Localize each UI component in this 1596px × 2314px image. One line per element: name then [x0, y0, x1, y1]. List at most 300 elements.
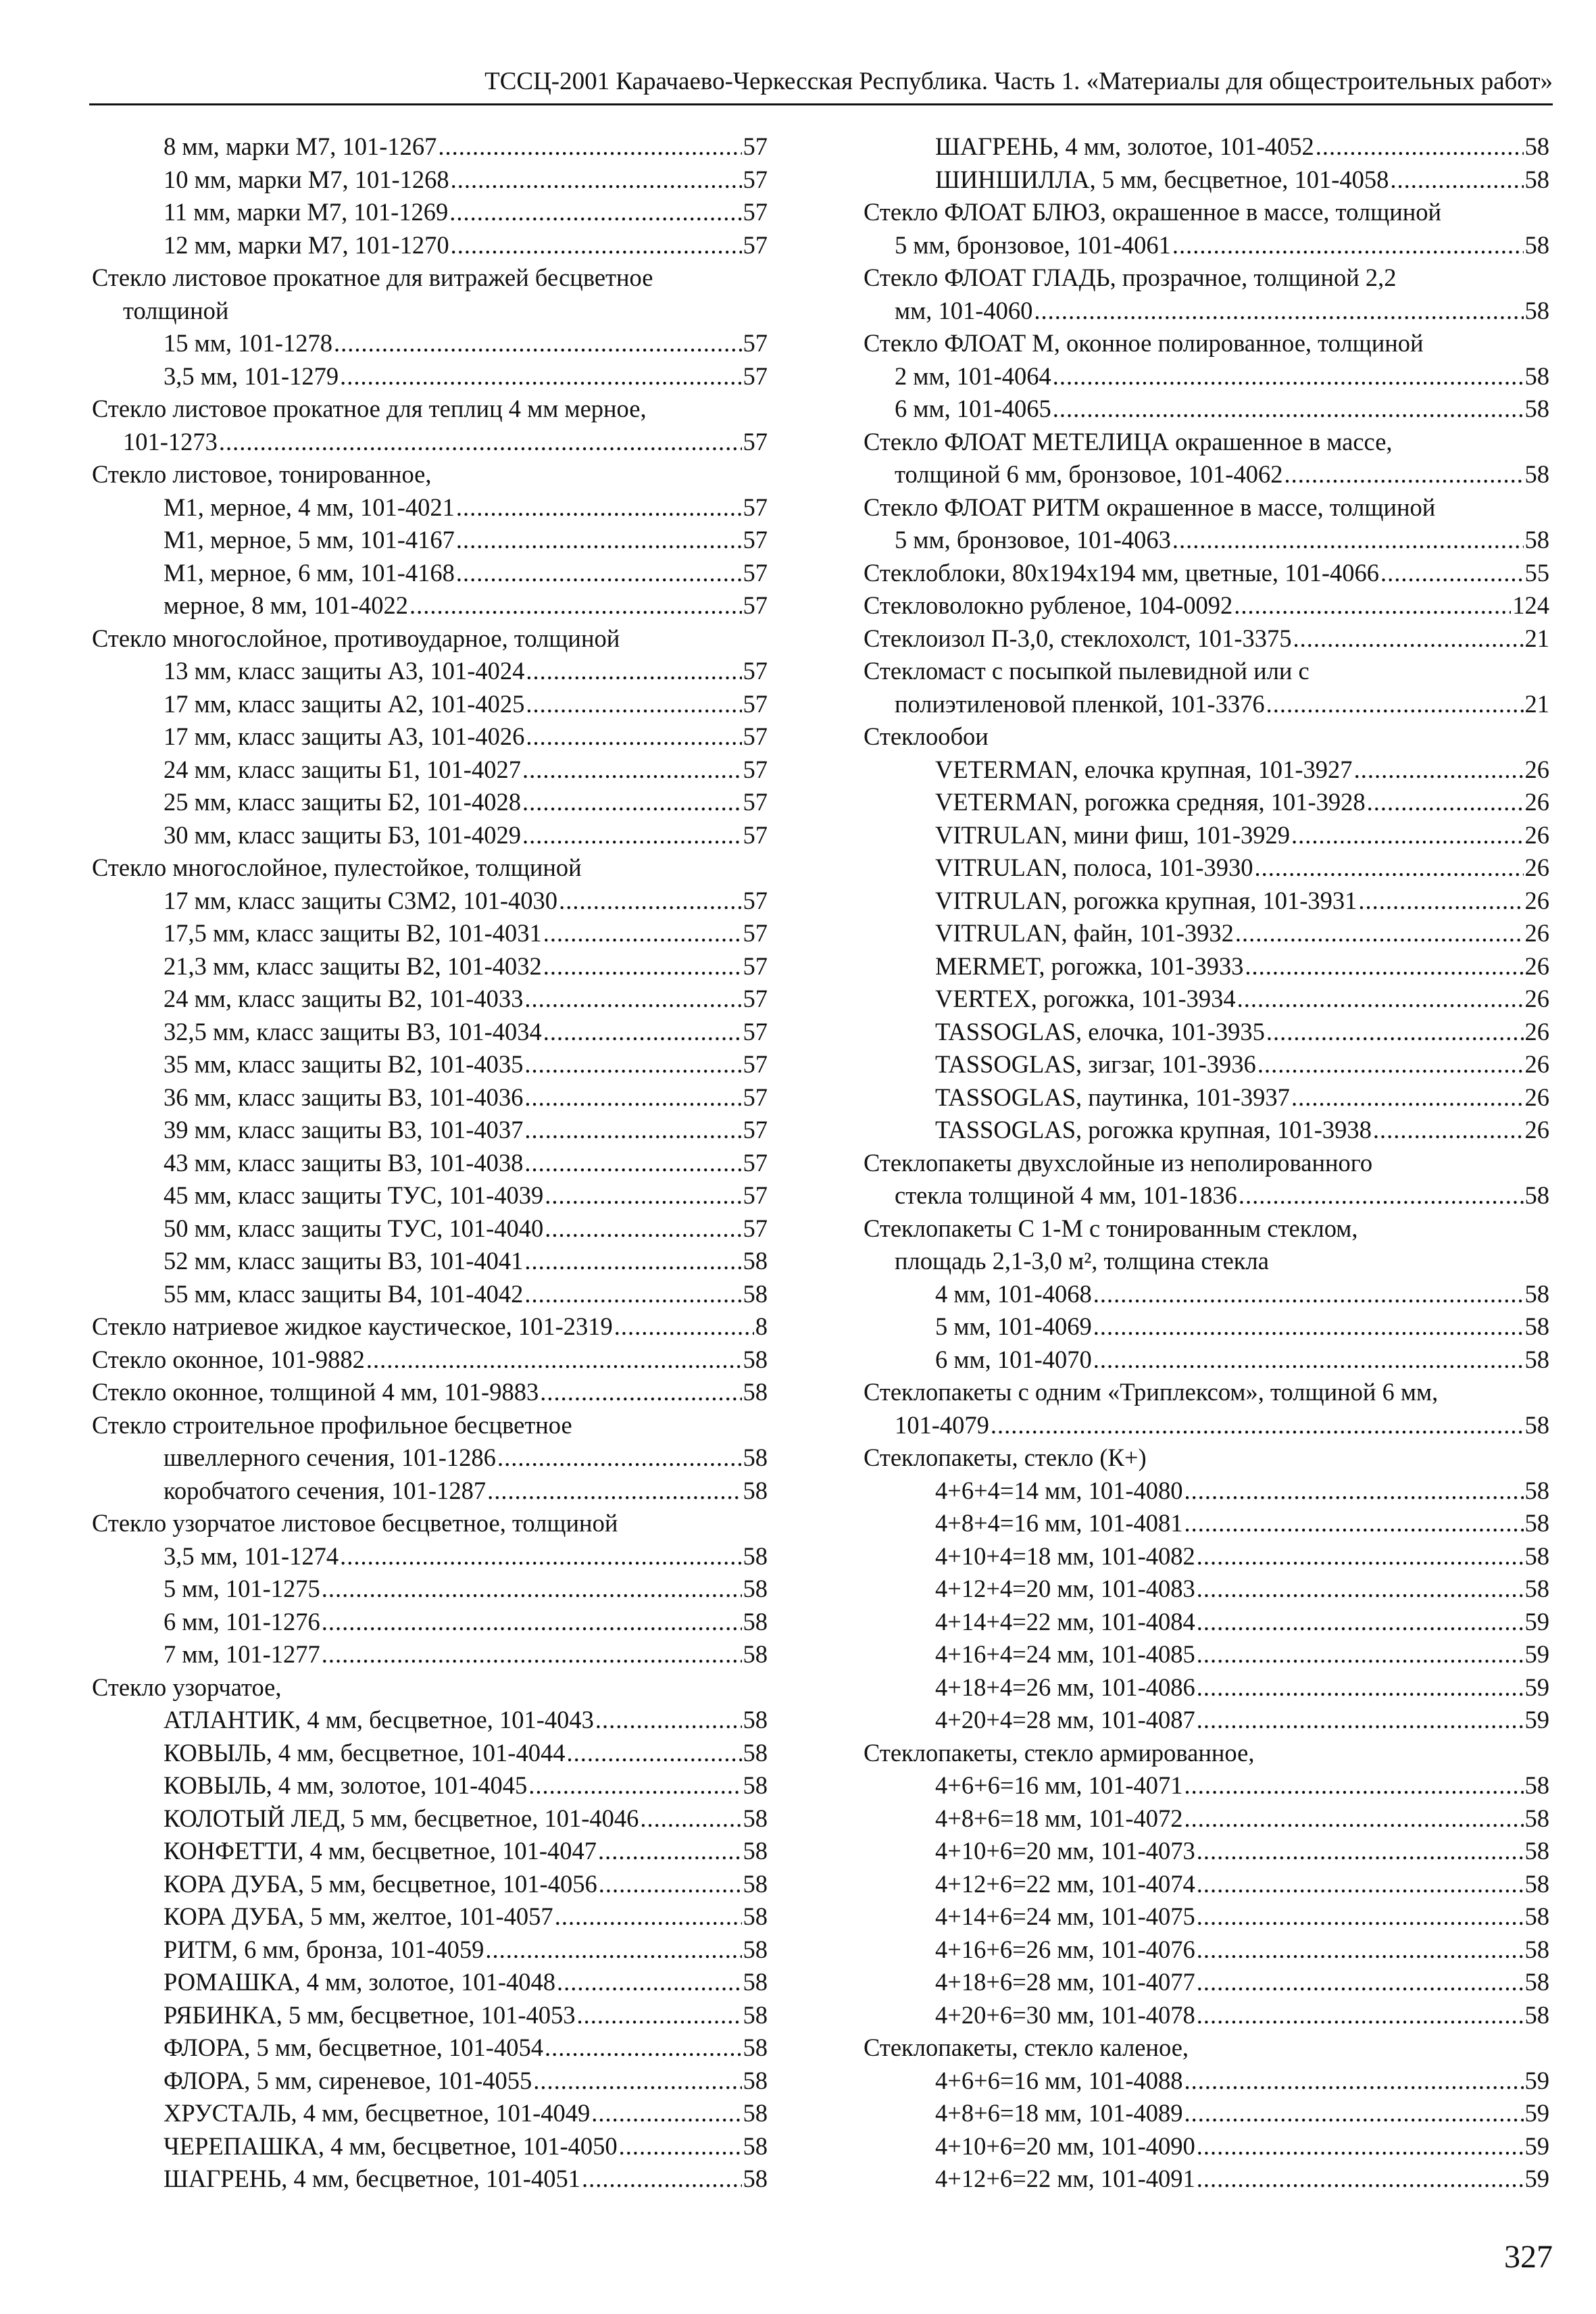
- index-entry: [92, 164, 768, 197]
- dot-leader: [487, 1475, 741, 1508]
- index-entry: [92, 852, 768, 885]
- index-entry-page: 58: [743, 1378, 768, 1406]
- dot-leader: [1284, 458, 1523, 491]
- index-entry-text: Стеклообои: [864, 722, 989, 750]
- index-entry-page: 58: [743, 1640, 768, 1668]
- index-entry-page: 58: [743, 1706, 768, 1733]
- index-entry-page: 59: [1524, 1607, 1549, 1635]
- index-entry: [864, 917, 1549, 950]
- index-entry-text: 24 мм, класс защиты Б1, 101-4027: [164, 755, 521, 783]
- index-entry-text: TASSOGLAS, паутинка, 101-3937: [935, 1083, 1290, 1111]
- index-entry-text: 4+12+4=20 мм, 101-4083: [935, 1575, 1195, 1602]
- index-entry: [864, 983, 1549, 1016]
- dot-leader: [545, 1212, 741, 1246]
- index-entry: [92, 1442, 768, 1475]
- index-entry-page: 58: [743, 1542, 768, 1570]
- dot-leader: [1197, 1638, 1524, 1671]
- index-entry-text: Стекло многослойное, противоударное, толщиной: [92, 624, 620, 652]
- index-entry-page: 26: [1524, 952, 1549, 980]
- index-entry-text: 5 мм, бронзовое, 101-4061: [895, 230, 1171, 259]
- dot-leader: [1197, 1606, 1524, 1639]
- index-entry-page: 57: [743, 427, 768, 456]
- index-entry: [864, 360, 1549, 393]
- index-entry: [864, 1114, 1549, 1147]
- dot-leader: [451, 164, 742, 197]
- index-entry-text: 4+14+4=22 мм, 101-4084: [935, 1607, 1195, 1635]
- index-entry: [864, 1999, 1549, 2032]
- index-entry-page: 58: [1524, 362, 1549, 390]
- index-entry-text: 39 мм, класс защиты В3, 101-4037: [164, 1116, 524, 1143]
- index-entry-page: 57: [743, 820, 768, 849]
- dot-leader: [438, 130, 741, 164]
- dot-leader: [451, 229, 742, 262]
- index-entry: [92, 950, 768, 983]
- index-entry: [864, 1671, 1549, 1704]
- dot-leader: [599, 1868, 742, 1901]
- index-entry: [864, 1048, 1549, 1081]
- dot-leader: [1257, 1048, 1524, 1081]
- index-entry-text: швеллерного сечения, 101-1286: [164, 1444, 496, 1471]
- index-entry: [864, 2032, 1549, 2065]
- index-entry-text: VITRULAN, рогожка крупная, 101-3931: [935, 886, 1357, 914]
- dot-leader: [524, 1048, 741, 1081]
- index-entry: [92, 130, 768, 164]
- index-entry-page: 55: [1524, 558, 1549, 587]
- index-entry-text: Стекло листовое прокатное для витражей бесцветное: [92, 264, 653, 291]
- index-entry-page: 59: [1524, 1640, 1549, 1668]
- index-entry-page: 26: [1524, 886, 1549, 914]
- dot-leader: [1245, 950, 1523, 983]
- index-entry-page: 58: [743, 2099, 768, 2127]
- index-entry-text: Стекло узорчатое,: [92, 1673, 282, 1701]
- index-entry: [864, 1212, 1549, 1246]
- index-entry: [864, 852, 1549, 885]
- index-entry-page: 58: [1524, 1771, 1549, 1799]
- dot-leader: [1237, 983, 1524, 1016]
- dot-leader: [485, 1934, 741, 1967]
- index-entry: [92, 1245, 768, 1278]
- index-entry: [864, 1179, 1549, 1212]
- dot-leader: [1093, 1310, 1524, 1344]
- dot-leader: [1390, 164, 1523, 197]
- index-entry-page: 57: [743, 985, 768, 1012]
- index-entry: [864, 557, 1549, 590]
- index-entry: [864, 2065, 1549, 2098]
- dot-leader: [526, 655, 741, 688]
- index-entry-text: 4+8+6=18 мм, 101-4089: [935, 2099, 1183, 2127]
- index-entry: [864, 2163, 1549, 2196]
- index-entry-text: 6 мм, 101-4070: [935, 1345, 1092, 1373]
- index-entry-page: 58: [743, 2132, 768, 2160]
- index-entry-text: 36 мм, класс защиты В3, 101-4036: [164, 1083, 524, 1111]
- index-entry-text: Стекло листовое прокатное для теплиц 4 мм мерное,: [92, 395, 647, 422]
- index-entry: [92, 262, 768, 295]
- index-entry-text: 17 мм, класс защиты С3М2, 101-4030: [164, 886, 558, 914]
- index-entry-page: 57: [743, 755, 768, 783]
- dot-leader: [1034, 295, 1523, 328]
- index-entry-page: 58: [1524, 1509, 1549, 1537]
- index-entry: [92, 491, 768, 524]
- index-entry-page: 58: [743, 1935, 768, 1963]
- index-entry-text: толщиной: [123, 296, 229, 324]
- index-entry: [92, 1802, 768, 1836]
- index-entry-text: 4+16+4=24 мм, 101-4085: [935, 1640, 1195, 1668]
- index-entry: [92, 1704, 768, 1737]
- dot-leader: [1254, 852, 1523, 885]
- index-entry: [92, 754, 768, 787]
- index-entry-page: 58: [1524, 1869, 1549, 1898]
- dot-leader: [1266, 1016, 1524, 1049]
- index-entry: [864, 1278, 1549, 1311]
- index-entry-page: 57: [743, 1083, 768, 1111]
- index-entry-text: 4+20+4=28 мм, 101-4087: [935, 1706, 1195, 1733]
- dot-leader: [1235, 917, 1524, 950]
- index-entry-text: 8 мм, марки М7, 101-1267: [164, 132, 437, 160]
- index-entry-text: 24 мм, класс защиты В2, 101-4033: [164, 985, 524, 1012]
- index-entry-text: КОРА ДУБА, 5 мм, желтое, 101-4057: [164, 1902, 553, 1930]
- dot-leader: [524, 1081, 741, 1114]
- dot-leader: [340, 360, 741, 393]
- index-entry: [92, 2130, 768, 2163]
- index-entry: [92, 1048, 768, 1081]
- index-entry: [864, 1540, 1549, 1573]
- index-entry-text: Стекло ФЛОАТ РИТМ окрашенное в массе, толщиной: [864, 493, 1436, 521]
- index-entry-page: 58: [743, 1575, 768, 1602]
- dot-leader: [409, 589, 742, 622]
- dot-leader: [543, 950, 742, 983]
- index-entry: [864, 950, 1549, 983]
- index-entry-text: КОВЫЛЬ, 4 мм, золотое, 101-4045: [164, 1771, 528, 1799]
- index-entry: [864, 1835, 1549, 1868]
- dot-leader: [595, 1704, 742, 1737]
- index-entry-page: 58: [743, 1444, 768, 1471]
- index-entry-text: 5 мм, бронзовое, 101-4063: [895, 526, 1171, 553]
- index-entry-text: 52 мм, класс защиты В3, 101-4041: [164, 1247, 524, 1275]
- index-entry-text: площадь 2,1-3,0 м², толщина стекла: [895, 1247, 1269, 1275]
- index-entry: [92, 1999, 768, 2032]
- index-entry-page: 58: [743, 2000, 768, 2029]
- dot-leader: [1197, 1934, 1524, 1967]
- index-entry-page: 26: [1524, 1083, 1549, 1111]
- index-entry-page: 57: [743, 1017, 768, 1045]
- index-entry-text: 17 мм, класс защиты А3, 101-4026: [164, 722, 525, 750]
- dot-leader: [1172, 229, 1524, 262]
- dot-leader: [1354, 754, 1524, 787]
- index-entry-text: 4+8+4=16 мм, 101-4081: [935, 1509, 1183, 1537]
- index-entry: [864, 229, 1549, 262]
- index-entry: [864, 1737, 1549, 1770]
- dot-leader: [456, 557, 742, 590]
- dot-leader: [1266, 688, 1524, 721]
- index-entry-text: 4+10+6=20 мм, 101-4090: [935, 2132, 1195, 2160]
- dot-leader: [1053, 393, 1524, 426]
- index-entry-page: 58: [1524, 1575, 1549, 1602]
- index-entry-page: 58: [743, 1804, 768, 1832]
- index-entry-page: 57: [743, 329, 768, 357]
- index-entry: [864, 164, 1549, 197]
- index-entry-text: 50 мм, класс защиты ТУС, 101-4040: [164, 1214, 544, 1242]
- dot-leader: [640, 1802, 741, 1836]
- index-entry: [864, 1081, 1549, 1114]
- dot-leader: [522, 786, 742, 819]
- index-entry-page: 58: [743, 1738, 768, 1767]
- index-entry-text: ФЛОРА, 5 мм, сиреневое, 101-4055: [164, 2066, 532, 2094]
- index-entry: [92, 1179, 768, 1212]
- index-entry: [92, 885, 768, 918]
- index-entry-page: 57: [743, 722, 768, 750]
- dot-leader: [577, 1999, 742, 2032]
- index-entry-text: ХРУСТАЛЬ, 4 мм, бесцветное, 101-4049: [164, 2099, 591, 2127]
- index-entry-page: 57: [743, 1050, 768, 1078]
- index-entry-text: 43 мм, класс защиты В3, 101-4038: [164, 1148, 524, 1177]
- index-entry-text: 4+20+6=30 мм, 101-4078: [935, 2000, 1195, 2029]
- index-entry-page: 57: [743, 657, 768, 685]
- index-entry: [864, 1376, 1549, 1409]
- dot-leader: [591, 2097, 741, 2130]
- index-entry: [864, 622, 1549, 656]
- index-entry-text: 11 мм, марки М7, 101-1269: [164, 198, 449, 226]
- index-entry-page: 58: [1524, 1804, 1549, 1832]
- index-entry: [864, 524, 1549, 557]
- index-entry-text: 4+8+6=18 мм, 101-4072: [935, 1804, 1183, 1832]
- index-entry: [864, 1475, 1549, 1508]
- index-entry-page: 58: [1524, 1345, 1549, 1373]
- dot-leader: [540, 1376, 741, 1409]
- index-column-left: [92, 130, 768, 2196]
- index-entry-page: 124: [1512, 591, 1549, 619]
- index-entry-text: Стекло ФЛОАТ МЕТЕЛИЦА окрашенное в массе,: [864, 427, 1393, 456]
- dot-leader: [524, 1147, 741, 1180]
- index-entry-text: Стекло многослойное, пулестойкое, толщиной: [92, 854, 582, 881]
- index-entry-page: 57: [743, 493, 768, 521]
- dot-leader: [1184, 2065, 1523, 2098]
- index-entry-page: 26: [1524, 788, 1549, 816]
- index-entry-text: Стеклопакеты с одним «Триплексом», толщиной 6 мм,: [864, 1378, 1439, 1406]
- index-entry: [92, 1868, 768, 1901]
- index-entry: [92, 295, 768, 328]
- index-entry: [92, 426, 768, 459]
- index-entry: [864, 1016, 1549, 1049]
- index-entry-text: толщиной 6 мм, бронзовое, 101-4062: [895, 460, 1283, 488]
- index-entry: [92, 622, 768, 656]
- index-entry-text: Стеклоблоки, 80х194х194 мм, цветные, 101-4066: [864, 558, 1380, 587]
- index-entry-text: VITRULAN, мини фиш, 101-3929: [935, 820, 1291, 849]
- index-entry-page: 58: [743, 1607, 768, 1635]
- index-entry: [864, 1606, 1549, 1639]
- dot-leader: [1093, 1344, 1524, 1377]
- dot-leader: [545, 2032, 742, 2065]
- index-entry-text: 3,5 мм, 101-1274: [164, 1542, 339, 1570]
- index-entry-page: 58: [743, 2165, 768, 2192]
- index-entry-page: 58: [743, 1247, 768, 1275]
- index-entry: [864, 2097, 1549, 2130]
- index-entry-text: мм, 101-4060: [895, 296, 1033, 324]
- index-entry-page: 57: [743, 558, 768, 587]
- index-entry-page: 58: [743, 1771, 768, 1799]
- index-entry-page: 58: [1524, 1968, 1549, 1996]
- index-entry-text: 17,5 мм, класс защиты В2, 101-4031: [164, 919, 542, 947]
- index-entry-text: 4+10+4=18 мм, 101-4082: [935, 1542, 1195, 1570]
- index-entry-page: 58: [1524, 296, 1549, 324]
- dot-leader: [456, 491, 742, 524]
- index-entry: [92, 1278, 768, 1311]
- index-entry-text: 5 мм, 101-4069: [935, 1312, 1092, 1340]
- index-entry-page: 26: [1524, 985, 1549, 1012]
- dot-leader: [1197, 1999, 1524, 2032]
- dot-leader: [219, 426, 742, 459]
- index-entry: [864, 130, 1549, 164]
- index-entry-page: 59: [1524, 2066, 1549, 2094]
- dot-leader: [582, 2163, 742, 2196]
- index-entry-page: 58: [1524, 1935, 1549, 1963]
- index-entry-page: 58: [743, 2066, 768, 2094]
- index-entry: [92, 720, 768, 754]
- index-entry-page: 58: [743, 1345, 768, 1373]
- dot-leader: [1197, 1573, 1524, 1606]
- index-entry-text: 35 мм, класс защиты В2, 101-4035: [164, 1050, 524, 1078]
- index-entry: [92, 1310, 768, 1344]
- index-entry-text: ЧЕРЕПАШКА, 4 мм, бесцветное, 101-4050: [164, 2132, 618, 2160]
- header-rule: [89, 103, 1553, 105]
- dot-leader: [1234, 589, 1511, 622]
- index-entry-text: 55 мм, класс защиты В4, 101-4042: [164, 1279, 524, 1308]
- index-entry-page: 57: [743, 1214, 768, 1242]
- index-entry-text: Стекло листовое, тонированное,: [92, 460, 432, 488]
- index-entry-text: мерное, 8 мм, 101-4022: [164, 591, 408, 619]
- index-entry-text: Стеклопакеты, стекло каленое,: [864, 2034, 1189, 2061]
- dot-leader: [1184, 1769, 1523, 1802]
- index-entry: [864, 819, 1549, 852]
- index-entry-page: 57: [743, 362, 768, 390]
- index-entry: [92, 1081, 768, 1114]
- index-entry-text: Стекло оконное, толщиной 4 мм, 101-9883: [92, 1378, 539, 1406]
- dot-leader: [1380, 557, 1523, 590]
- index-entry: [92, 1016, 768, 1049]
- index-entry-page: 58: [1524, 526, 1549, 553]
- index-entry-text: 17 мм, класс защиты А2, 101-4025: [164, 689, 525, 718]
- index-entry: [92, 458, 768, 491]
- index-entry-text: Стекло натриевое жидкое каустическое, 101-2319: [92, 1312, 613, 1340]
- index-entry-page: 58: [1524, 165, 1549, 193]
- index-entry-text: коробчатого сечения, 101-1287: [164, 1476, 487, 1504]
- index-entry-text: М1, мерное, 6 мм, 101-4168: [164, 558, 455, 587]
- index-entry: [864, 327, 1549, 360]
- index-entry: [864, 295, 1549, 328]
- dot-leader: [1197, 1966, 1524, 1999]
- index-entry-text: стекла толщиной 4 мм, 101-1836: [895, 1181, 1237, 1209]
- index-entry-text: 10 мм, марки М7, 101-1268: [164, 165, 449, 193]
- dot-leader: [334, 327, 742, 360]
- index-entry-text: 15 мм, 101-1278: [164, 329, 332, 357]
- dot-leader: [322, 1638, 742, 1671]
- dot-leader: [1197, 1704, 1524, 1737]
- index-entry-text: 7 мм, 101-1277: [164, 1640, 320, 1668]
- index-entry: [92, 524, 768, 557]
- index-entry-page: 58: [743, 1837, 768, 1865]
- index-entry-text: 6 мм, 101-1276: [164, 1607, 320, 1635]
- index-entry-text: 45 мм, класс защиты ТУС, 101-4039: [164, 1181, 544, 1209]
- index-entry-text: Стекло оконное, 101-9882: [92, 1345, 365, 1373]
- index-entry-text: РИТМ, 6 мм, бронза, 101-4059: [164, 1935, 484, 1963]
- index-entry-text: ШИНШИЛЛА, 5 мм, бесцветное, 101-4058: [935, 165, 1389, 193]
- index-entry-page: 58: [1524, 230, 1549, 259]
- index-entry-page: 8: [755, 1312, 768, 1340]
- dot-leader: [619, 2130, 742, 2163]
- dot-leader: [545, 1179, 741, 1212]
- index-entry-text: 4+6+4=14 мм, 101-4080: [935, 1476, 1183, 1504]
- dot-leader: [1197, 2130, 1524, 2163]
- index-entry-page: 57: [743, 689, 768, 718]
- dot-leader: [1184, 2097, 1523, 2130]
- index-entry: [864, 754, 1549, 787]
- index-entry: [92, 983, 768, 1016]
- index-entry-text: КОРА ДУБА, 5 мм, бесцветное, 101-4056: [164, 1869, 597, 1898]
- index-entry-page: 57: [743, 1181, 768, 1209]
- dot-leader: [1239, 1179, 1524, 1212]
- index-entry-text: VETERMAN, рогожка средняя, 101-3928: [935, 788, 1366, 816]
- index-entry: [92, 688, 768, 721]
- index-entry: [92, 1147, 768, 1180]
- index-entry-text: Стеклопакеты двухслойные из неполированного: [864, 1148, 1373, 1177]
- index-entry: [864, 1638, 1549, 1671]
- index-entry-page: 26: [1524, 1017, 1549, 1045]
- index-entry: [864, 885, 1549, 918]
- index-entry-text: Стеклоизол П-3,0, стеклохолст, 101-3375: [864, 624, 1292, 652]
- index-entry: [864, 1245, 1549, 1278]
- dot-leader: [524, 1278, 741, 1311]
- index-entry-page: 59: [1524, 2165, 1549, 2192]
- index-entry-text: 12 мм, марки М7, 101-1270: [164, 230, 449, 259]
- dot-leader: [522, 754, 742, 787]
- running-header: ТССЦ-2001 Карачаево-Черкесская Республика. Часть 1. «Материалы для общестроительных работ»: [484, 68, 1553, 95]
- index-entry: [92, 1475, 768, 1508]
- index-entry: [864, 1310, 1549, 1344]
- index-entry-text: ШАГРЕНЬ, 4 мм, бесцветное, 101-4051: [164, 2165, 580, 2192]
- index-entry-text: Стекломаст с посыпкой пылевидной или с: [864, 657, 1310, 685]
- index-entry: [92, 2032, 768, 2065]
- index-entry-page: 58: [743, 1869, 768, 1898]
- index-entry-page: 57: [743, 1116, 768, 1143]
- dot-leader: [1184, 1507, 1523, 1540]
- dot-leader: [1197, 1835, 1524, 1868]
- index-entry: [92, 1376, 768, 1409]
- dot-leader: [1373, 1114, 1524, 1147]
- index-entry-page: 58: [1524, 132, 1549, 160]
- index-entry-text: КОЛОТЫЙ ЛЕД, 5 мм, бесцветное, 101-4046: [164, 1804, 639, 1832]
- dot-leader: [566, 1737, 741, 1770]
- index-entry: [92, 1507, 768, 1540]
- dot-leader: [322, 1606, 742, 1639]
- index-entry: [864, 491, 1549, 524]
- index-entry-page: 57: [743, 1148, 768, 1177]
- index-entry: [92, 2065, 768, 2098]
- index-entry-text: 4+6+6=16 мм, 101-4071: [935, 1771, 1183, 1799]
- dot-leader: [497, 1442, 742, 1475]
- index-entry-text: Стекло строительное профильное бесцветное: [92, 1410, 572, 1439]
- index-entry-page: 57: [743, 198, 768, 226]
- index-entry-text: 4+12+6=22 мм, 101-4091: [935, 2165, 1195, 2192]
- index-entry-text: 4+18+6=28 мм, 101-4077: [935, 1968, 1195, 1996]
- index-entry-page: 59: [1524, 2132, 1549, 2160]
- index-entry-text: 2 мм, 101-4064: [895, 362, 1051, 390]
- dot-leader: [1172, 524, 1524, 557]
- index-entry-text: 4+10+6=20 мм, 101-4073: [935, 1837, 1195, 1865]
- index-entry-text: 5 мм, 101-1275: [164, 1575, 320, 1602]
- index-entry: [864, 1507, 1549, 1540]
- index-entry-page: 57: [743, 952, 768, 980]
- index-entry: [864, 1344, 1549, 1377]
- index-entry-text: 32,5 мм, класс защиты В3, 101-4034: [164, 1017, 542, 1045]
